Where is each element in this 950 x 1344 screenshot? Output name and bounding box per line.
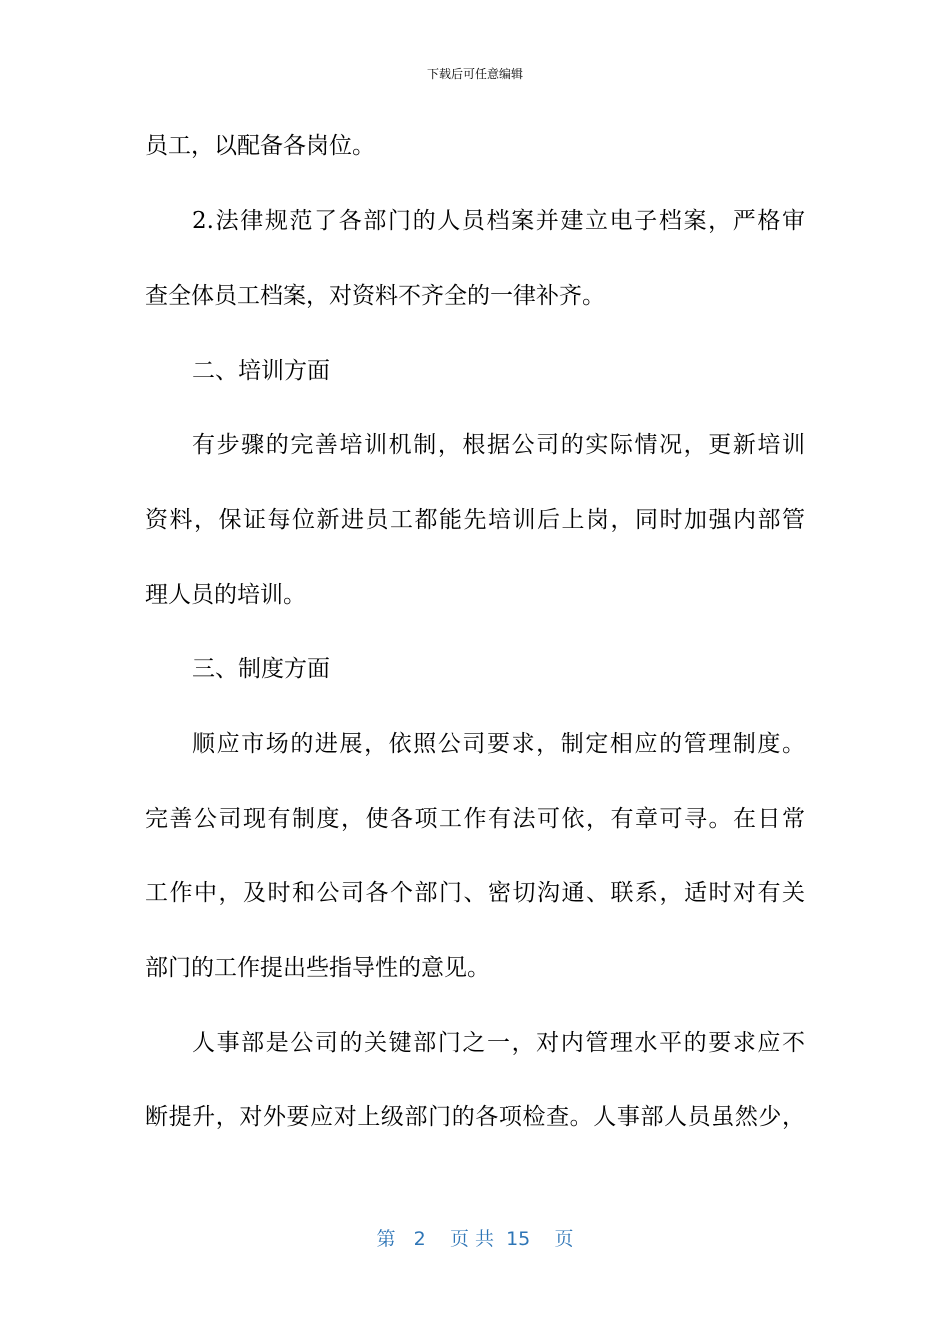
body-line: 断提升，对外要应对上级部门的各项检查。人事部人员虽然少， xyxy=(145,1104,805,1130)
header-note: 下载后可任意编辑 xyxy=(426,67,523,81)
body-line: 顺应市场的进展，依照公司要求，制定相应的管理制度。 xyxy=(192,731,805,757)
body-line: 查全体员工档案，对资料不齐全的一律补齐。 xyxy=(145,283,605,309)
page-label-mid: 页 共 xyxy=(449,1228,494,1250)
total-pages-number: 15 xyxy=(506,1228,531,1250)
page-number-footer xyxy=(0,1226,950,1252)
body-line: 部门的工作提出些指导性的意见。 xyxy=(145,955,490,981)
page-label-prefix: 第 xyxy=(376,1228,396,1250)
body-line: 2.法律规范了各部门的人员档案并建立电子档案，严格审 xyxy=(192,208,805,234)
body-line: 工作中，及时和公司各个部门、密切沟通、联系，适时对有关 xyxy=(145,880,805,906)
current-page-number: 2 xyxy=(413,1228,426,1250)
body-line: 完善公司现有制度，使各项工作有法可依，有章可寻。在日常 xyxy=(145,806,805,832)
body-line: 员工，以配备各岗位。 xyxy=(145,133,375,159)
body-line: 理人员的培训。 xyxy=(145,582,306,608)
page-label-suffix: 页 xyxy=(554,1228,574,1250)
body-line: 人事部是公司的关键部门之一，对内管理水平的要求应不 xyxy=(192,1030,805,1056)
body-line: 有步骤的完善培训机制，根据公司的实际情况，更新培训 xyxy=(192,432,805,458)
section-heading: 三、制度方面 xyxy=(192,656,330,682)
section-heading: 二、培训方面 xyxy=(192,358,330,384)
body-line: 资料，保证每位新进员工都能先培训后上岗，同时加强内部管 xyxy=(145,507,805,533)
